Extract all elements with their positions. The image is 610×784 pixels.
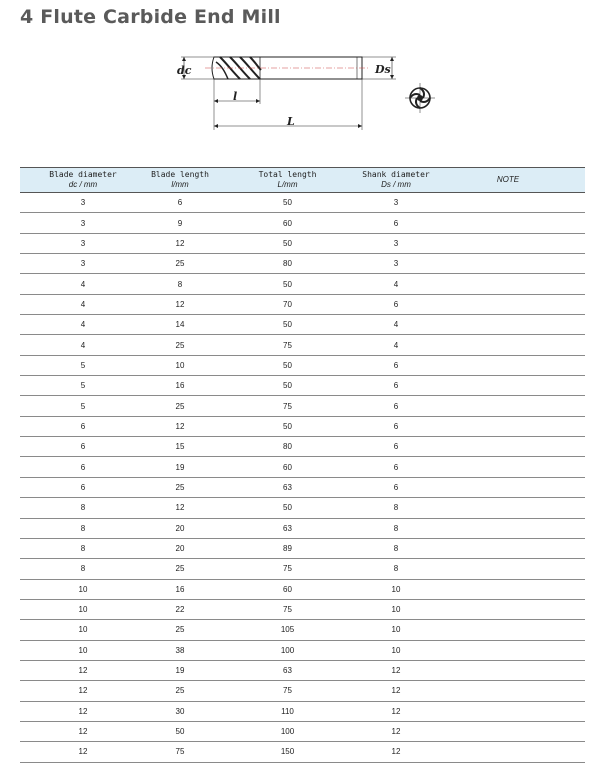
cell-total-length: 63: [214, 518, 361, 538]
cell-shank-diameter: 12: [361, 721, 431, 741]
cell-shank-diameter: 6: [361, 355, 431, 375]
cell-note: [431, 477, 585, 497]
cell-blade-length: 30: [146, 701, 214, 721]
cell-blade-diameter: 6: [20, 437, 146, 457]
cell-shank-diameter: 6: [361, 213, 431, 233]
cell-total-length: 50: [214, 233, 361, 253]
cell-note: [431, 315, 585, 335]
cell-shank-diameter: 6: [361, 294, 431, 314]
cell-blade-length: 19: [146, 457, 214, 477]
table-row: [20, 701, 585, 721]
cell-blade-diameter: 4: [20, 335, 146, 355]
table-row: [20, 538, 585, 558]
cell-total-length: 50: [214, 315, 361, 335]
table-row: [20, 193, 585, 213]
cell-shank-diameter: 3: [361, 193, 431, 213]
cell-blade-length: 20: [146, 518, 214, 538]
table-row: [20, 233, 585, 253]
cell-blade-diameter: 12: [20, 660, 146, 680]
cell-total-length: 80: [214, 437, 361, 457]
cell-total-length: 110: [214, 701, 361, 721]
cell-note: [431, 701, 585, 721]
table-row: [20, 294, 585, 314]
cell-blade-length: 16: [146, 579, 214, 599]
cell-blade-length: 12: [146, 498, 214, 518]
cell-blade-length: 75: [146, 742, 214, 762]
cell-note: [431, 294, 585, 314]
end-mill-diagram: [0, 40, 610, 140]
table-header-row: [20, 168, 585, 193]
cell-shank-diameter: 6: [361, 477, 431, 497]
table-row: [20, 355, 585, 375]
cell-shank-diameter: 12: [361, 660, 431, 680]
table-row: [20, 620, 585, 640]
cell-note: [431, 579, 585, 599]
table-row: [20, 477, 585, 497]
cell-blade-diameter: 3: [20, 233, 146, 253]
cell-shank-diameter: 10: [361, 640, 431, 660]
cell-shank-diameter: 8: [361, 538, 431, 558]
cell-blade-diameter: 8: [20, 518, 146, 538]
cell-blade-length: 25: [146, 335, 214, 355]
cell-total-length: 63: [214, 660, 361, 680]
cell-blade-length: 12: [146, 294, 214, 314]
cell-note: [431, 274, 585, 294]
cell-total-length: 75: [214, 599, 361, 619]
cell-blade-diameter: 10: [20, 640, 146, 660]
cell-note: [431, 518, 585, 538]
table-row: [20, 457, 585, 477]
cell-blade-length: 6: [146, 193, 214, 213]
table-body: [20, 193, 585, 763]
cell-note: [431, 437, 585, 457]
table-row: [20, 498, 585, 518]
cell-blade-diameter: 4: [20, 315, 146, 335]
table-row: [20, 274, 585, 294]
cell-blade-diameter: 5: [20, 355, 146, 375]
table-row: [20, 376, 585, 396]
cell-note: [431, 355, 585, 375]
cell-blade-diameter: 3: [20, 254, 146, 274]
cell-total-length: 50: [214, 274, 361, 294]
cell-blade-length: 10: [146, 355, 214, 375]
cell-blade-length: 15: [146, 437, 214, 457]
cell-note: [431, 498, 585, 518]
cell-shank-diameter: 3: [361, 254, 431, 274]
table-row: [20, 213, 585, 233]
table-row: [20, 660, 585, 680]
table-row: [20, 599, 585, 619]
table-row: [20, 518, 585, 538]
cell-note: [431, 681, 585, 701]
cell-note: [431, 538, 585, 558]
cell-shank-diameter: 6: [361, 396, 431, 416]
header-note: NOTE: [431, 168, 585, 193]
dc-label: dc: [177, 64, 192, 77]
total-length-label: L: [287, 115, 295, 128]
cell-total-length: 60: [214, 579, 361, 599]
cell-blade-diameter: 10: [20, 620, 146, 640]
cell-note: [431, 193, 585, 213]
cell-blade-diameter: 6: [20, 416, 146, 436]
header-blade-diameter: Blade diameter dc / mm: [20, 168, 146, 193]
l-label: l: [233, 90, 238, 103]
cell-shank-diameter: 8: [361, 498, 431, 518]
cell-shank-diameter: 12: [361, 701, 431, 721]
cell-blade-diameter: 12: [20, 742, 146, 762]
cell-blade-diameter: 6: [20, 457, 146, 477]
cell-blade-diameter: 12: [20, 681, 146, 701]
cell-blade-diameter: 12: [20, 701, 146, 721]
cell-total-length: 50: [214, 498, 361, 518]
cell-total-length: 100: [214, 721, 361, 741]
cell-blade-length: 25: [146, 559, 214, 579]
table-row: [20, 640, 585, 660]
cell-blade-length: 12: [146, 416, 214, 436]
table-row: [20, 416, 585, 436]
cell-note: [431, 599, 585, 619]
cell-blade-length: 14: [146, 315, 214, 335]
header-shank-diameter: Shank diameter Ds / mm: [361, 168, 431, 193]
table-row: [20, 579, 585, 599]
cell-shank-diameter: 4: [361, 335, 431, 355]
cell-blade-diameter: 5: [20, 396, 146, 416]
cell-shank-diameter: 6: [361, 437, 431, 457]
cell-note: [431, 660, 585, 680]
cell-note: [431, 233, 585, 253]
cell-blade-length: 9: [146, 213, 214, 233]
table-row: [20, 396, 585, 416]
cell-shank-diameter: 12: [361, 742, 431, 762]
cell-blade-diameter: 10: [20, 599, 146, 619]
cell-total-length: 75: [214, 559, 361, 579]
cell-shank-diameter: 10: [361, 620, 431, 640]
cell-total-length: 50: [214, 376, 361, 396]
cell-shank-diameter: 4: [361, 274, 431, 294]
ds-label: Ds: [375, 63, 391, 76]
cell-blade-diameter: 8: [20, 498, 146, 518]
cell-shank-diameter: 3: [361, 233, 431, 253]
cell-total-length: 50: [214, 193, 361, 213]
cell-blade-diameter: 4: [20, 294, 146, 314]
cell-note: [431, 396, 585, 416]
cell-blade-length: 19: [146, 660, 214, 680]
cell-blade-length: 12: [146, 233, 214, 253]
cell-note: [431, 559, 585, 579]
cell-note: [431, 721, 585, 741]
cell-note: [431, 376, 585, 396]
cell-note: [431, 640, 585, 660]
cell-blade-diameter: 12: [20, 721, 146, 741]
cell-blade-diameter: 8: [20, 559, 146, 579]
cell-blade-diameter: 10: [20, 579, 146, 599]
cell-blade-diameter: 5: [20, 376, 146, 396]
cell-note: [431, 457, 585, 477]
cell-note: [431, 416, 585, 436]
header-blade-length: Blade length l/mm: [146, 168, 214, 193]
cell-shank-diameter: 10: [361, 579, 431, 599]
cell-note: [431, 742, 585, 762]
header-total-length: Total length L/mm: [214, 168, 361, 193]
cell-blade-length: 22: [146, 599, 214, 619]
cell-total-length: 75: [214, 335, 361, 355]
cell-total-length: 89: [214, 538, 361, 558]
cell-blade-length: 25: [146, 620, 214, 640]
cell-blade-length: 16: [146, 376, 214, 396]
cell-shank-diameter: 4: [361, 315, 431, 335]
table-row: [20, 315, 585, 335]
cell-shank-diameter: 6: [361, 457, 431, 477]
table-row: [20, 437, 585, 457]
cell-blade-length: 8: [146, 274, 214, 294]
cell-total-length: 75: [214, 681, 361, 701]
table-row: [20, 335, 585, 355]
cell-shank-diameter: 8: [361, 518, 431, 538]
cell-note: [431, 254, 585, 274]
cell-total-length: 70: [214, 294, 361, 314]
spec-table: [20, 167, 585, 763]
cell-shank-diameter: 8: [361, 559, 431, 579]
cell-shank-diameter: 12: [361, 681, 431, 701]
cell-blade-diameter: 3: [20, 193, 146, 213]
cell-blade-diameter: 8: [20, 538, 146, 558]
cell-blade-diameter: 4: [20, 274, 146, 294]
end-mill-cross-section-icon: [405, 83, 435, 113]
cell-shank-diameter: 6: [361, 376, 431, 396]
cell-blade-diameter: 6: [20, 477, 146, 497]
cell-note: [431, 213, 585, 233]
cell-total-length: 60: [214, 213, 361, 233]
table-row: [20, 721, 585, 741]
cell-blade-length: 25: [146, 254, 214, 274]
cell-blade-length: 25: [146, 681, 214, 701]
cell-total-length: 50: [214, 416, 361, 436]
cell-shank-diameter: 6: [361, 416, 431, 436]
table-row: [20, 681, 585, 701]
table-row: [20, 742, 585, 762]
cell-total-length: 105: [214, 620, 361, 640]
cell-note: [431, 620, 585, 640]
cell-blade-length: 50: [146, 721, 214, 741]
cell-blade-length: 25: [146, 477, 214, 497]
cell-total-length: 100: [214, 640, 361, 660]
cell-note: [431, 335, 585, 355]
cell-total-length: 63: [214, 477, 361, 497]
cell-total-length: 50: [214, 355, 361, 375]
cell-shank-diameter: 10: [361, 599, 431, 619]
cell-blade-length: 20: [146, 538, 214, 558]
cell-total-length: 60: [214, 457, 361, 477]
cell-total-length: 80: [214, 254, 361, 274]
cell-blade-diameter: 3: [20, 213, 146, 233]
cell-total-length: 75: [214, 396, 361, 416]
cell-blade-length: 38: [146, 640, 214, 660]
table-row: [20, 559, 585, 579]
cell-blade-length: 25: [146, 396, 214, 416]
page-title: 4 Flute Carbide End Mill: [20, 6, 281, 28]
cell-total-length: 150: [214, 742, 361, 762]
table-row: [20, 254, 585, 274]
